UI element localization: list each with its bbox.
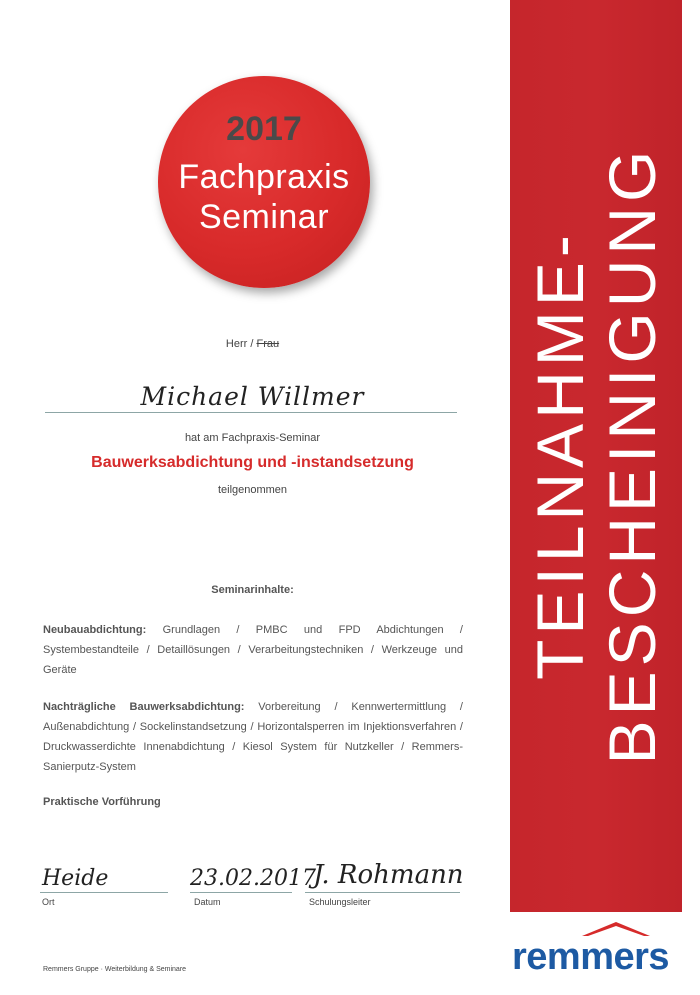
title-line-1: TEILNAHME- <box>523 230 597 680</box>
trainer-label: Schulungsleiter <box>309 897 371 907</box>
seminar-badge <box>158 76 370 288</box>
demonstration: Praktische Vorführung <box>43 796 161 808</box>
name-underline <box>45 412 457 413</box>
footer: Remmers Gruppe · Weiterbildung & Seminare <box>43 966 187 973</box>
content-text: Grundlagen / PMBC und FPD Abdichtungen / Systembestandteile / Detaillösungen / Verarbeitungstechniken / Werkzeuge und Geräte <box>43 624 463 676</box>
remmers-logo: remmers <box>512 936 670 978</box>
badge-line-1: Fachpraxis <box>178 158 350 196</box>
completion-text: teilgenommen <box>217 484 288 496</box>
content-paragraph <box>43 620 463 680</box>
content-heading: Neubauabdichtung: <box>43 624 147 636</box>
place-signature: Heide <box>42 866 109 891</box>
title-line-2: BESCHEINIGUNG <box>595 145 669 765</box>
content-text: Vorbereitung / Kennwertermittlung / Außenabdichtung / Sockelinstandsetzung / Horizontalsperren im Injektionsverfahren / Druckwasserdichte Innenabdichtung / Kiesol System für Nutzkeller / Remmers-Sanierputz-System <box>43 701 463 773</box>
participant-name: Michael Willmer <box>140 382 365 411</box>
intro-text: hat am Fachpraxis-Seminar <box>184 432 321 444</box>
date-label: Datum <box>194 897 221 907</box>
content-paragraph <box>43 697 463 777</box>
date-signature: 23.02.2017 <box>190 866 316 891</box>
title-band <box>510 0 682 912</box>
trainer-line <box>305 892 460 893</box>
title-band-text <box>510 105 682 805</box>
badge-year: 2017 <box>226 110 302 148</box>
salutation <box>0 338 505 350</box>
salutation-frau: Frau <box>256 338 280 350</box>
place-line <box>40 892 168 893</box>
place-label: Ort <box>42 897 55 907</box>
course-title: Bauwerksabdichtung und -instandsetzung <box>91 454 414 471</box>
trainer-signature: J. Rohmann <box>313 860 464 890</box>
salutation-herr: Herr <box>225 338 248 350</box>
contents-title: Seminarinhalte: <box>211 584 294 596</box>
salutation-separator: / <box>247 338 257 350</box>
content-heading: Nachträgliche Bauwerksabdichtung: <box>43 701 245 713</box>
date-line <box>190 892 292 893</box>
badge-line-2: Seminar <box>198 198 330 236</box>
